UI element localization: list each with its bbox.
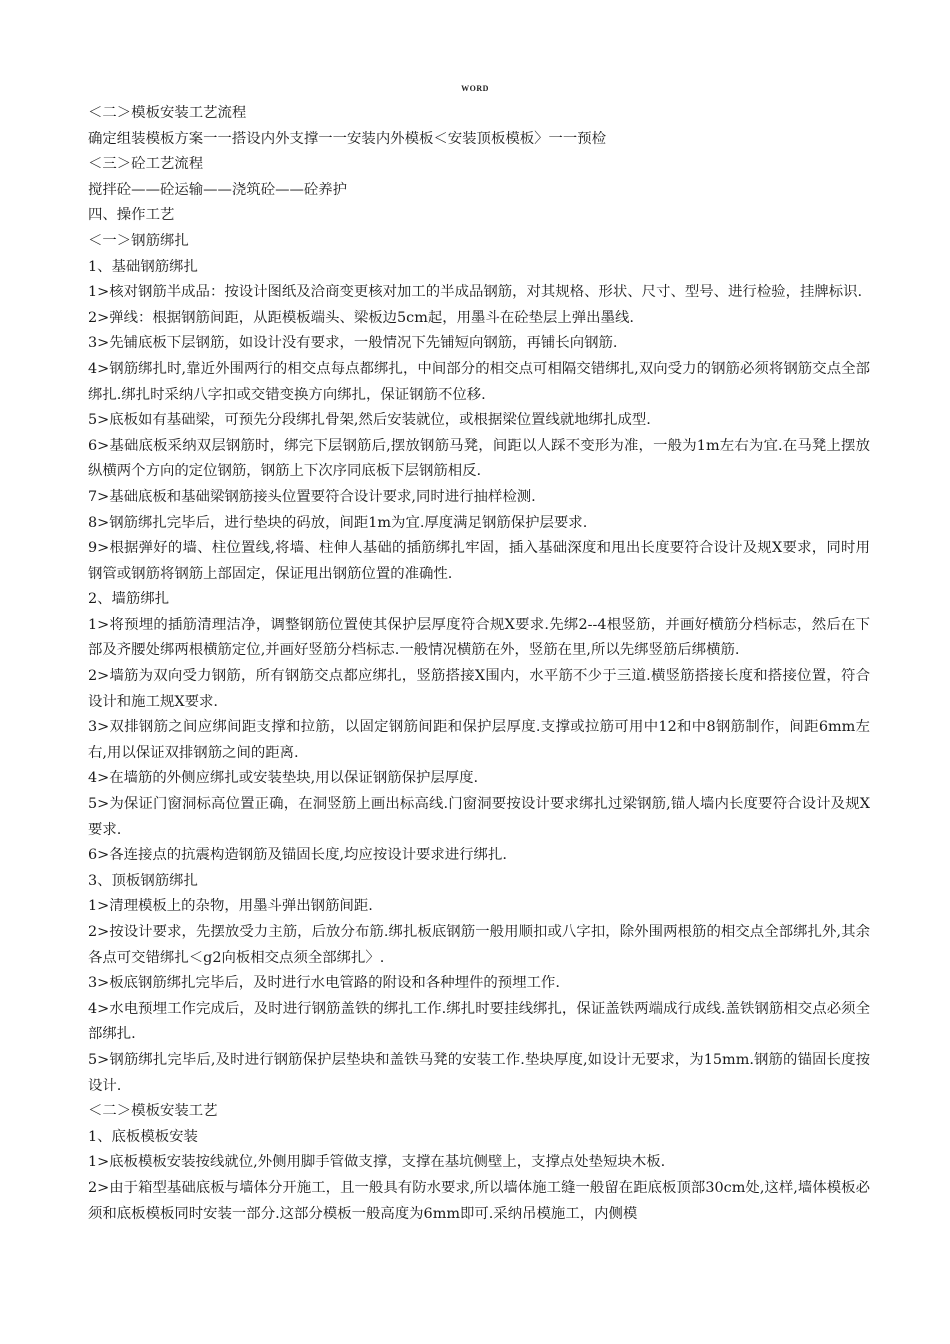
paragraph: 1、底板模板安装 <box>88 1128 198 1145</box>
paragraph: 6>基础底板采纳双层钢筋时，绑完下层钢筋后,摆放钢筋马凳，间距以人踩不变形为准，一般为1m左右为宜.在马凳上摆放纵横两个方向的定位钢筋，钢筋上下次序同底板下层钢筋相反. <box>88 437 870 480</box>
document-body <box>88 101 870 1227</box>
paragraph: 4>钢筋绑扎时,靠近外围两行的相交点每点都绑扎，中间部分的相交点可相隔交错绑扎,双向受力的钢筋必须将钢筋交点全部绑扎.绑扎时采纳八字扣或交错变换方向绑扎，保证钢筋不位移. <box>88 360 870 403</box>
paragraph: 1>底板模板安装按线就位,外侧用脚手管做支撑，支撑在基坑侧壁上，支撑点处垫短块木板. <box>88 1154 666 1171</box>
paragraph: 1、基础钢筋绑扎 <box>88 258 198 275</box>
paragraph: 搅拌砼——砼运输——浇筑砼——砼养护 <box>88 181 348 198</box>
paragraph: 3、顶板钢筋绑扎 <box>88 872 198 889</box>
paragraph: 2>墙筋为双向受力钢筋，所有钢筋交点都应绑扎，竖筋搭接X围内，水平筋不少于三道.横竖筋搭接长度和搭接位置，符合设计和施工规X要求. <box>88 668 870 710</box>
paragraph: 2>弹线：根据钢筋间距，从距模板端头、梁板边5cm起，用墨斗在砼垫层上弹出墨线. <box>88 309 634 326</box>
paragraph: 3>先铺底板下层钢筋，如设计没有要求，一般情况下先铺短向钢筋，再铺长向钢筋. <box>88 335 618 352</box>
paragraph: 四、操作工艺 <box>88 207 175 224</box>
page-header: WORD <box>461 84 489 93</box>
paragraph: 4>水电预埋工作完成后，及时进行钢筋盖铁的绑扎工作.绑扎时要挂线绑扎，保证盖铁两端成行成线.盖铁钢筋相交点必须全部绑扎. <box>88 1000 870 1043</box>
paragraph: 4>在墙筋的外侧应绑扎或安装垫块,用以保证钢筋保护层厚度. <box>88 770 479 787</box>
paragraph: 7>基础底板和基础梁钢筋接头位置要符合设计要求,同时进行抽样检测. <box>88 488 536 505</box>
paragraph: ＜二＞模板安装工艺流程 <box>88 105 247 121</box>
paragraph: ＜一＞钢筋绑扎 <box>88 232 189 249</box>
paragraph: 2、墙筋绑扎 <box>88 591 170 608</box>
paragraph: 1>核对钢筋半成品：按设计图纸及洽商变更核对加工的半成品钢筋，对其规格、形状、尺寸、型号、进行检验，挂牌标识. <box>88 284 863 301</box>
paragraph: 5>为保证门窗洞标高位置正确，在洞竖筋上画出标高线.门窗洞要按设计要求绑扎过梁钢筋,锚人墙内长度要符合设计及规X要求. <box>88 796 870 838</box>
paragraph: 2>由于箱型基础底板与墙体分开施工，且一般具有防水要求,所以墙体施工缝一般留在距底板顶部30cm处,这样,墙体模板必须和底板模板同时安装一部分.这部分模板一般高度为6mm即可.采纳吊模施工，内侧模 <box>88 1179 870 1222</box>
paragraph: 1>清理模板上的杂物，用墨斗弹出钢筋间距. <box>88 898 373 915</box>
paragraph: 1>将预埋的插筋清理洁净，调整钢筋位置使其保护层厚度符合规X要求.先绑2--4根竖筋，并画好横筋分档标志，然后在下部及齐腰处绑两根横筋定位,并画好竖筋分档标志.一般情况横筋在外，竖筋在里,所以先绑竖筋后绑横筋. <box>88 616 870 659</box>
paragraph: 6>各连接点的抗震构造钢筋及锚固长度,均应按设计要求进行绑扎. <box>88 847 507 864</box>
paragraph: ＜三＞砼工艺流程 <box>88 156 204 173</box>
paragraph: 5>底板如有基础梁，可预先分段绑扎骨架,然后安装就位，或根据梁位置线就地绑扎成型. <box>88 412 651 429</box>
paragraph: 3>板底钢筋绑扎完毕后，及时进行水电管路的附设和各种埋件的预埋工作. <box>88 975 560 992</box>
paragraph: 5>钢筋绑扎完毕后,及时进行钢筋保护层垫块和盖铁马凳的安装工作.垫块厚度,如设计无要求，为15mm.钢筋的锚固长度按设计. <box>88 1051 870 1094</box>
paragraph: ＜二＞模板安装工艺 <box>88 1103 218 1120</box>
paragraph: 3>双排钢筋之间应绑间距支撑和拉筋，以固定钢筋间距和保护层厚度.支撑或拉筋可用中12和中8钢筋制作，间距6mm左右,用以保证双排钢筋之间的距离. <box>88 719 870 761</box>
paragraph: 8>钢筋绑扎完毕后，进行垫块的码放，间距1m为宜.厚度满足钢筋保护层要求. <box>88 514 588 531</box>
paragraph: 9>根据弹好的墙、柱位置线,将墙、柱伸人基础的插筋绑扎牢固，插入基础深度和甩出长度要符合设计及规X要求，同时用钢管或钢筋将钢筋上部固定，保证甩出钢筋位置的准确性. <box>88 540 870 582</box>
paragraph: 确定组装模板方案一一搭设内外支撑一一安装内外模板＜安装顶板模板〉一一预检 <box>88 130 607 147</box>
paragraph: 2>按设计要求，先摆放受力主筋，后放分布筋.绑扎板底钢筋一般用顺扣或八字扣，除外围两根筋的相交点全部绑扎外,其余各点可交错绑扎＜g2向板相交点须全部绑扎〉. <box>88 924 870 966</box>
